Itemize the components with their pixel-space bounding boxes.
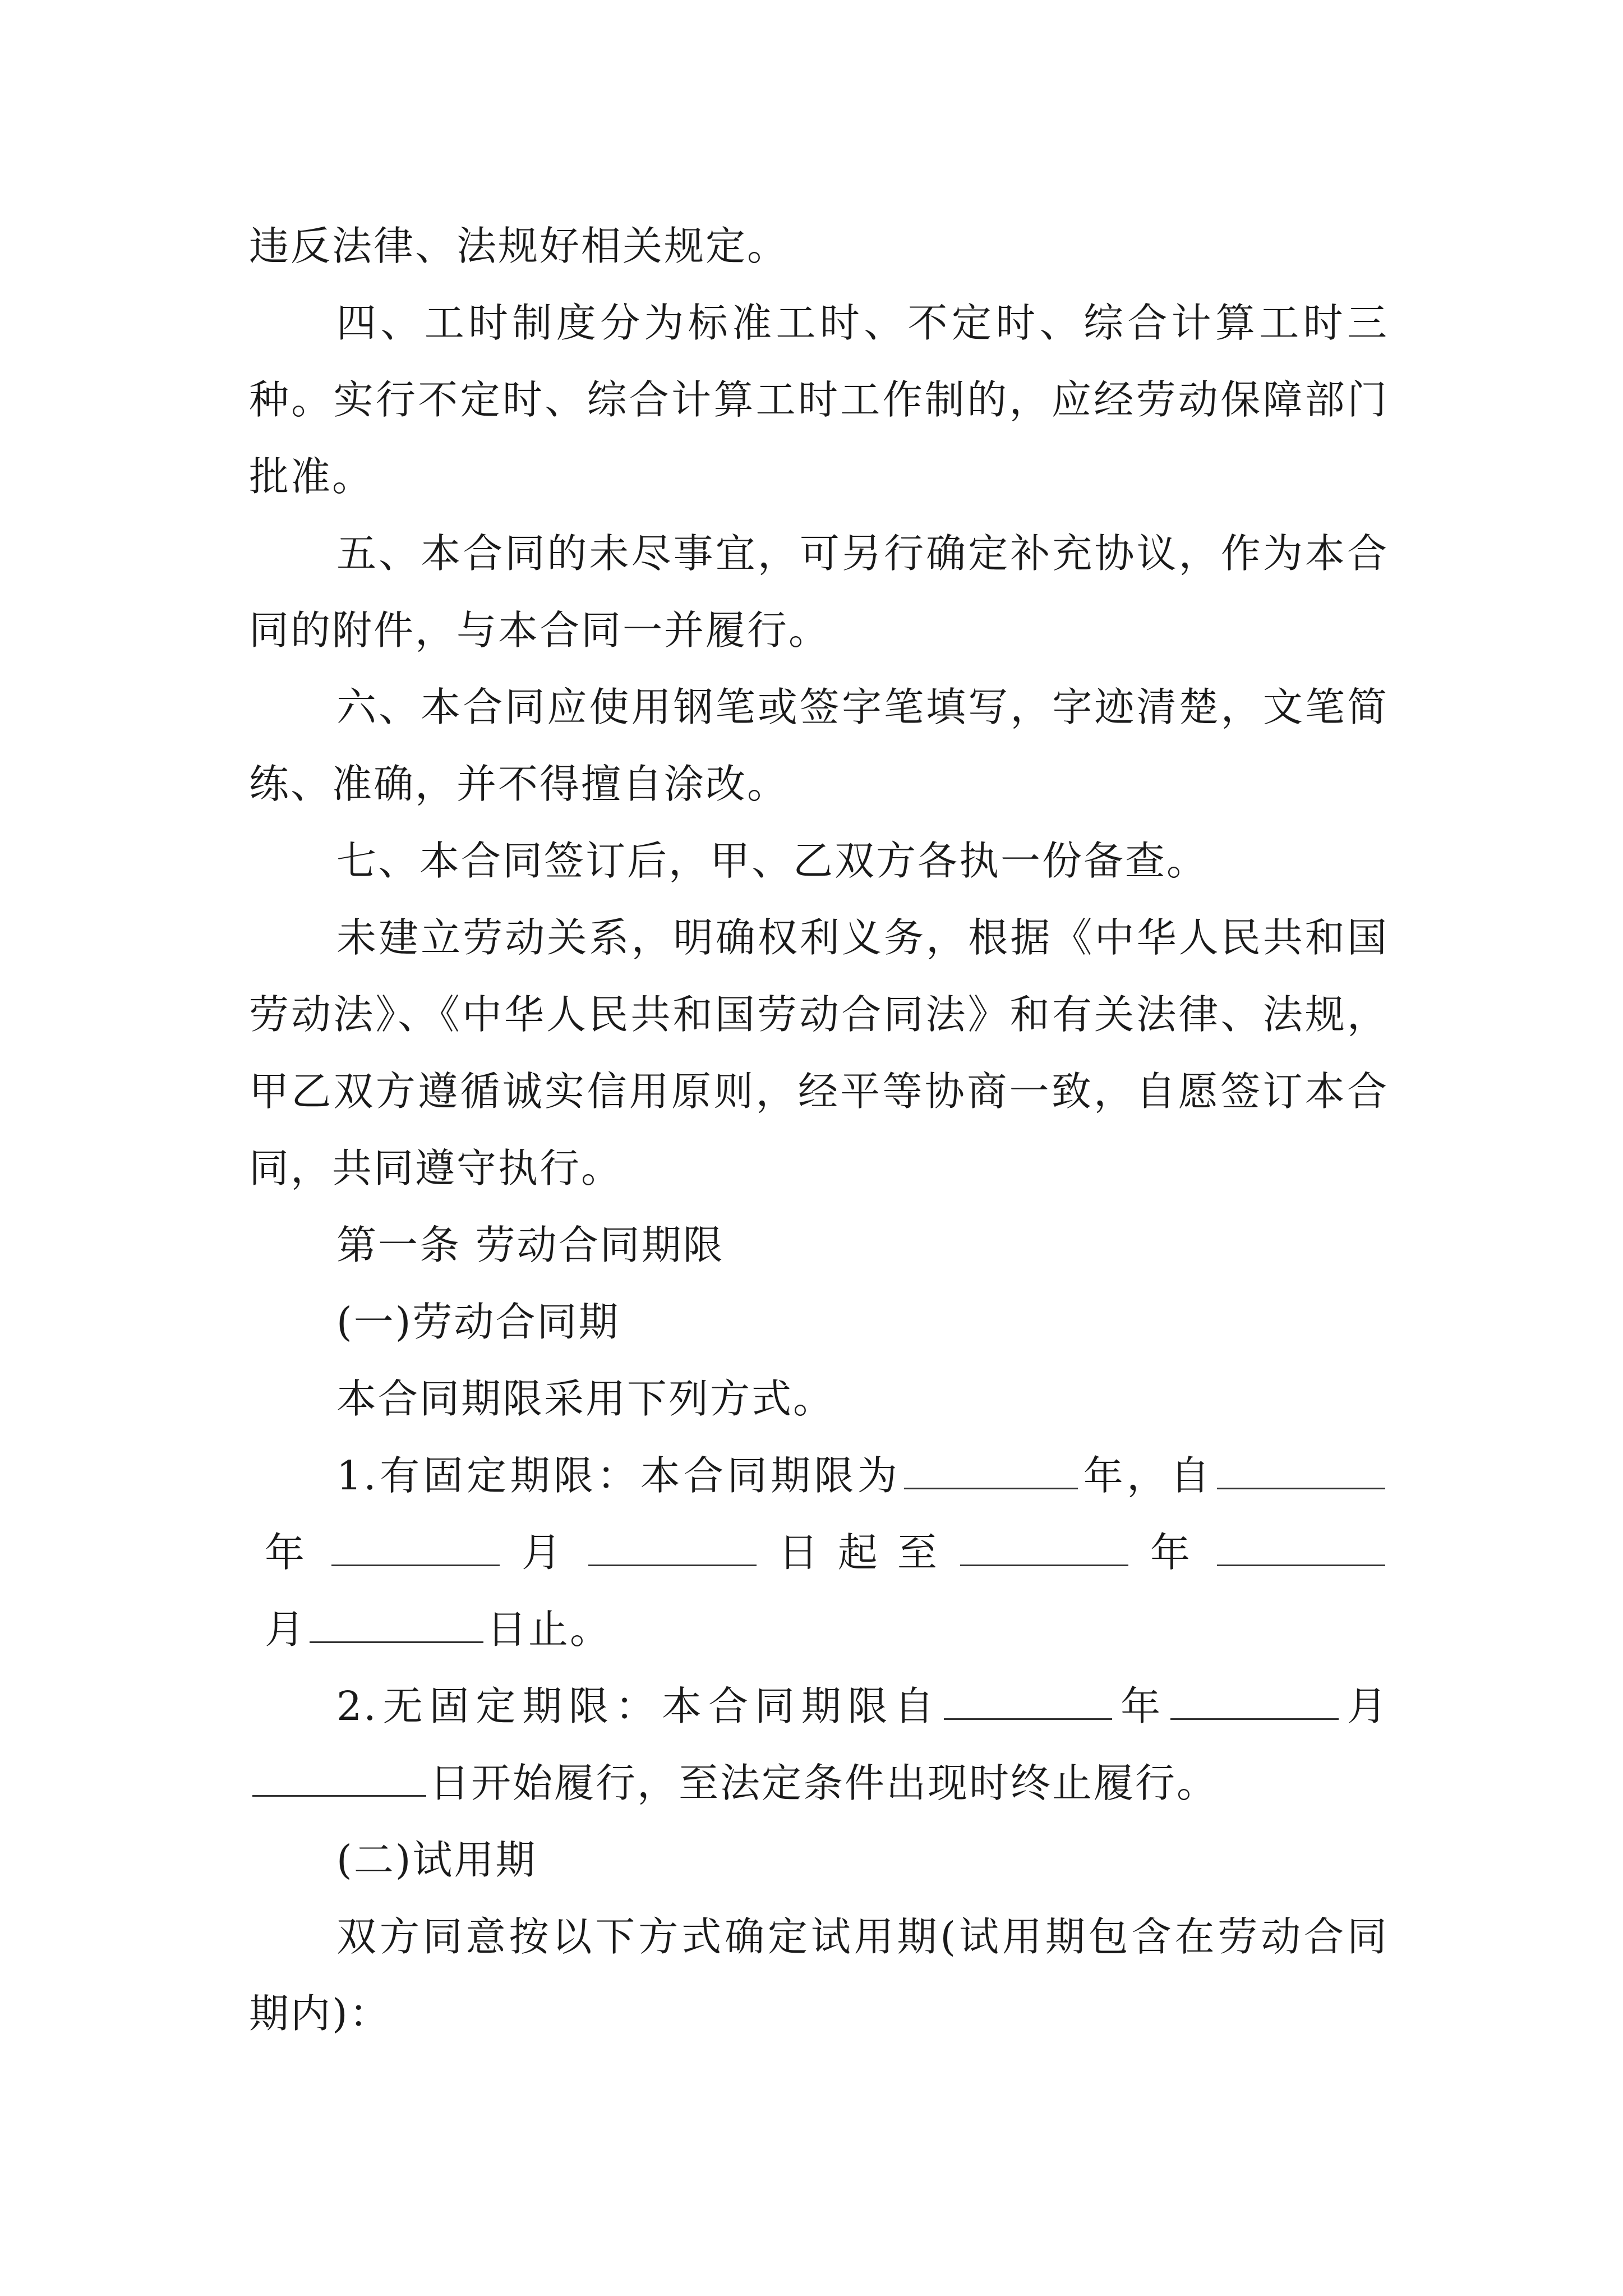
fixed-term-year2: 年 [1147,1529,1195,1576]
blank-open-year[interactable] [944,1713,1112,1720]
fixed-term-month2: 月 [265,1606,307,1653]
blank-end-month[interactable] [1217,1559,1385,1566]
article-one-heading: 第一条 劳动合同期限 [336,1222,725,1268]
blank-end-year[interactable] [960,1559,1128,1566]
blank-term-years[interactable] [904,1482,1078,1489]
blank-open-month[interactable] [1170,1713,1339,1720]
fixed-term-day-from: 日起至 [776,1529,957,1576]
paragraph-supplementary: 五、本合同的未尽事宜，可另行确定补充协议，作为本合同的附件，与本合同一并履行。 [249,530,1389,654]
section-probation-heading: (二)试用期 [336,1837,537,1883]
paragraph-writing-rules: 六、本合同应使用钢笔或签字笔填写，字迹清楚，文笔简练、准确，并不得擅自涂改。 [249,684,1389,807]
paragraph-probation: 双方同意按以下方式确定试用期(试用期包含在劳动合同期内)： [249,1913,1389,2037]
blank-start-month[interactable] [331,1559,500,1566]
open-term-tail: 日开始履行，至法定条件出现时终止履行。 [430,1760,1219,1806]
paragraph-open-term [249,1668,1389,1821]
blank-start-day[interactable] [588,1559,757,1566]
blank-start-year[interactable] [1217,1482,1385,1489]
open-term-month: 月 [1342,1683,1389,1729]
document-page [249,208,1389,2052]
paragraph-copies: 七、本合同签订后，甲、乙双方各执一份备查。 [336,838,1209,884]
paragraph-continuation: 违反法律、法规好相关规定。 [249,223,789,269]
fixed-term-year-unit: 年，自 [1081,1452,1214,1499]
open-term-lead: 2.无固定期限：本合同期限自 [336,1683,941,1729]
section-contract-term-heading: (一)劳动合同期 [336,1299,620,1345]
blank-open-day[interactable] [252,1789,426,1797]
paragraph-work-hours: 四、工时制度分为标准工时、不定时、综合计算工时三种。实行不定时、综合计算工时工作制的，应经劳动保障部门批准。 [249,300,1389,500]
paragraph-preamble: 未建立劳动关系，明确权利义务，根据《中华人民共和国劳动法》、《中华人民共和国劳动合同法》和有关法律、法规，甲乙双方遵循诚实信用原则，经平等协商一致，自愿签订本合同，共同遵守执行。 [249,914,1389,1191]
fixed-term-year: 年 [265,1529,309,1576]
fixed-term-day-end: 日止。 [487,1606,612,1653]
fixed-term-month: 月 [519,1529,566,1576]
blank-end-day[interactable] [310,1636,483,1643]
open-term-year: 年 [1115,1683,1168,1729]
paragraph-fixed-term [249,1437,1389,1668]
fixed-term-lead: 1.有固定期限：本合同期限为 [336,1452,901,1499]
paragraph-term-methods: 本合同期限采用下列方式。 [336,1375,835,1422]
